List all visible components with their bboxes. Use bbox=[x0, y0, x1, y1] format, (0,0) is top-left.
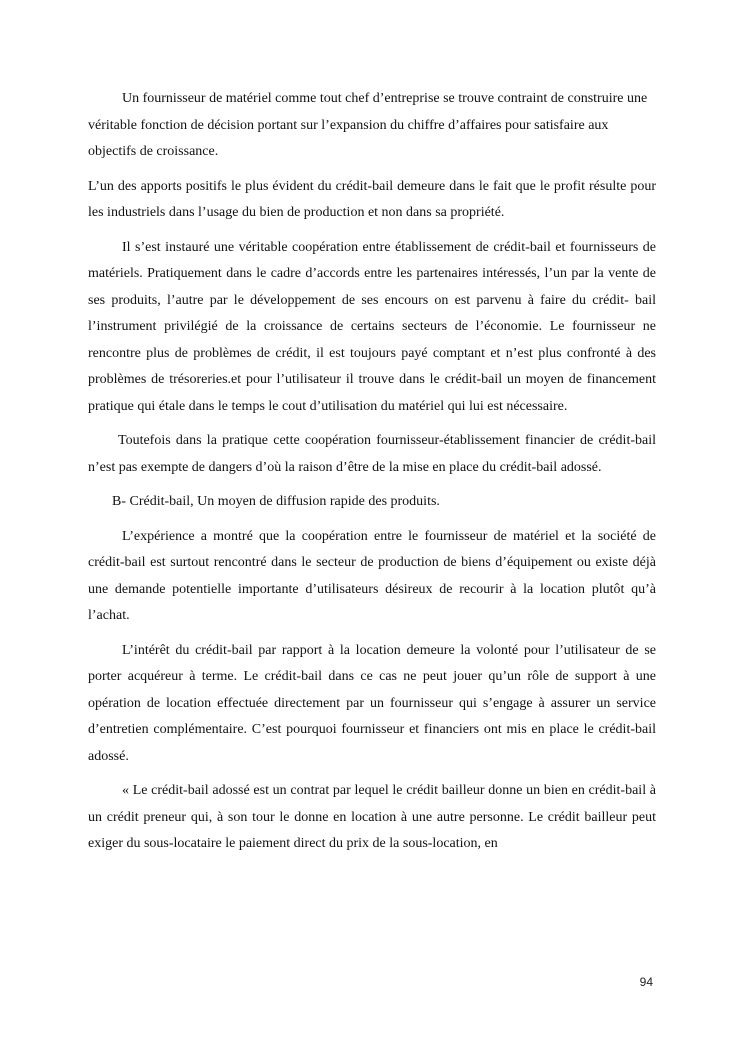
paragraph-1: Un fournisseur de matériel comme tout chef d’entreprise se trouve contraint de construire une véritable fonction de décision portant sur l’expansion du chiffre d’affaires pour satisfaire aux objectifs de croissance. bbox=[88, 91, 648, 159]
document-page bbox=[88, 86, 656, 866]
paragraph-7: « Le crédit-bail adossé est un contrat par lequel le crédit bailleur donne un bien en crédit-bail à un crédit preneur qui, à son tour le donne en location à une autre personne. Le crédit bailleur peut exiger du sous-locataire le paiement direct du prix de la sous-location, en bbox=[88, 783, 656, 851]
paragraph-5: L’expérience a montré que la coopération entre le fournisseur de matériel et la société de crédit-bail est surtout rencontré dans le secteur de production de biens d’équipement ou existe déjà une demande potentielle importante d’utilisateurs désireux de recourir à la location plutôt qu’à l’achat. bbox=[88, 528, 656, 623]
paragraph-6: L’intérêt du crédit-bail par rapport à la location demeure la volonté pour l’utilisateur de se porter acquéreur à terme. Le crédit-bail dans ce cas ne peut jouer qu’un rôle de support à une opération de location effectuée directement par un fournisseur qui s’engage à assurer un service d’entretien complémentaire. C’est pourquoi fournisseur et financiers ont mis en place le crédit-bail adossé. bbox=[88, 642, 656, 764]
page-number: 94 bbox=[639, 975, 653, 989]
paragraph-2: L’un des apports positifs le plus évident du crédit-bail demeure dans le fait que le profit résulte pour les industriels dans l’usage du bien de production et non dans sa propriété. bbox=[88, 178, 656, 220]
paragraph-4: Toutefois dans la pratique cette coopération fournisseur-établissement financier de crédit-bail n’est pas exempte de dangers d’où la raison d’être de la mise en place du crédit-bail adossé. bbox=[88, 433, 656, 475]
section-heading: B- Crédit-bail, Un moyen de diffusion rapide des produits. bbox=[112, 494, 440, 509]
paragraph-3: Il s’est instauré une véritable coopération entre établissement de crédit-bail et fournisseurs de matériels. Pratiquement dans le cadre d’accords entre les partenaires intéressés, l’un par la vente de ses produits, l’autre par le développement de ses encours on est parvenu à faire du crédit- bail l’instrument privilégié de la croissance de certains secteurs de l’économie. Le fournisseur ne rencontre plus de problèmes de crédit, il est toujours payé comptant et n’est plus confronté à des problèmes de trésoreries.et pour l’utilisateur il trouve dans le crédit-bail un moyen de financement pratique qui étale dans le temps le cout d’utilisation du matériel qui lui est nécessaire. bbox=[88, 239, 656, 414]
